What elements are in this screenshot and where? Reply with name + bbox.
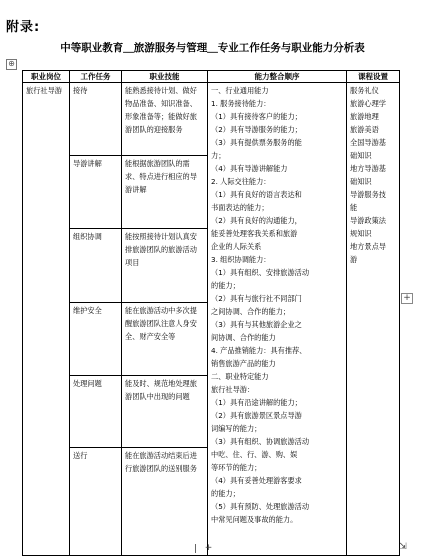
integration-line: （2）具有良好的沟通能力， (211, 216, 302, 225)
course-line: 服务礼仪 (350, 86, 379, 95)
skill-cell[interactable] (122, 229, 208, 303)
integration-line: （3）具有与其他旅游企业之 (211, 320, 302, 329)
integration-line: （1）具有组织、安排旅游活动 (211, 268, 310, 277)
appendix-label: 附录: (6, 20, 41, 35)
integration-line: 中常见问题及事故的能力。 (211, 515, 298, 524)
course-line: 游 (350, 255, 358, 264)
skill-cell[interactable] (122, 156, 208, 229)
course-line: 规知识 (350, 229, 372, 238)
integration-line: 一、行业通用能力 (211, 86, 269, 95)
task-text: 送行 (73, 451, 88, 460)
integration-cell[interactable] (208, 83, 347, 556)
header-skill: 职业技能 (122, 71, 208, 83)
integration-line: 力； (211, 151, 226, 160)
table-header-row (23, 71, 400, 83)
course-line: 地方导游基 (350, 164, 386, 173)
skill-line: 求、特点进行相应的导 (125, 172, 197, 181)
skill-line: 排旅游团队的旅游活动 (125, 245, 197, 254)
integration-line: （3）具有提供票务服务的能 (211, 138, 302, 147)
integration-line: 企业的人际关系 (211, 242, 262, 251)
task-cell[interactable] (70, 156, 122, 229)
task-cell[interactable] (70, 376, 122, 448)
task-text: 导游讲解 (73, 159, 102, 168)
table-resize-handle-icon[interactable]: ⇲ (399, 542, 407, 552)
integration-line: 等环节的能力； (211, 463, 262, 472)
task-cell[interactable] (70, 303, 122, 376)
integration-line: 之间协调、合作的能力； (211, 307, 291, 316)
course-line: 础知识 (350, 151, 372, 160)
course-line: 导游服务技 (350, 190, 386, 199)
skill-line: 能按照接待计划认真安 (125, 232, 197, 241)
table-row (23, 83, 400, 156)
integration-line: 销售旅游产品的能力 (211, 359, 276, 368)
integration-line: 书面表达的能力； (211, 203, 269, 212)
integration-line: （1）具有接待客户的能力； (211, 112, 302, 121)
task-cell[interactable] (70, 83, 122, 156)
skill-line: 能熟悉接待计划、做好 (125, 86, 197, 95)
header-task: 工作任务 (70, 71, 122, 83)
header-courses: 课程设置 (347, 71, 400, 83)
integration-line: （2）具有导游服务的能力； (211, 125, 302, 134)
table-move-handle-icon[interactable]: ⊕ (6, 59, 17, 70)
skill-cell[interactable] (122, 303, 208, 376)
skill-line: 行旅游团队的送别服务 (125, 464, 197, 473)
skill-cell[interactable] (122, 376, 208, 448)
task-text: 接待 (73, 86, 88, 95)
skill-line: 全、财产安全等 (125, 332, 176, 341)
analysis-table (22, 70, 400, 556)
course-line: 地方景点导 (350, 242, 386, 251)
add-row-plus-icon[interactable]: + (204, 543, 213, 553)
course-line: 旅游美语 (350, 125, 379, 134)
integration-line: 4. 产品推销能力：具有推荐、 (211, 346, 307, 355)
add-column-plus-icon[interactable]: + (401, 293, 413, 304)
integration-line: 中吃、住、行、游、购、娱 (211, 450, 298, 459)
integration-line: （3）具有组织、协调旅游活动 (211, 437, 310, 446)
integration-line: （1）具有沿途讲解的能力； (211, 398, 302, 407)
integration-line: （5）具有预防、处理旅游活动 (211, 502, 310, 511)
integration-line: （4）具有导游讲解能力 (211, 164, 288, 173)
header-position: 职业岗位 (23, 71, 70, 83)
skill-cell[interactable] (122, 83, 208, 156)
task-text: 维护安全 (73, 306, 102, 315)
skill-line: 游团队中出现的问题 (125, 392, 190, 401)
skill-line: 形象准备等；能做好旅 (125, 112, 197, 121)
course-line: 旅游地理 (350, 112, 379, 121)
course-line: 能 (350, 203, 358, 212)
integration-line: 旅行社导游： (211, 385, 255, 394)
task-cell[interactable] (70, 229, 122, 303)
integration-line: 3. 组织协调能力： (211, 255, 271, 264)
integration-line: 1. 服务接待能力： (211, 99, 271, 108)
skill-line: 能根据旅游团队的需 (125, 159, 190, 168)
integration-line: （2）具有旅游景区景点导游 (211, 411, 302, 420)
integration-line: 的能力； (211, 489, 240, 498)
skill-line: 游讲解 (125, 185, 147, 194)
skill-cell[interactable] (122, 448, 208, 556)
skill-line: 能及时、规范地处理旅 (125, 379, 197, 388)
integration-line: （4）具有妥善处理游客要求 (211, 476, 302, 485)
course-line: 全国导游基 (350, 138, 386, 147)
header-integration: 能力整合顺序 (208, 71, 347, 83)
skill-line: 能在旅游活动中多次提 (125, 306, 197, 315)
integration-line: 的能力； (211, 281, 240, 290)
skill-line: 项目 (125, 258, 140, 267)
integration-line: （2）具有与旅行社不同部门 (211, 294, 302, 303)
integration-line: 间协调、合作的能力 (211, 333, 276, 342)
skill-line: 醒旅游团队注意人身安 (125, 319, 197, 328)
task-text: 组织协调 (73, 232, 102, 241)
integration-line: 二、职业特定能力 (211, 372, 269, 381)
task-cell[interactable] (70, 448, 122, 556)
integration-line: 2. 人际交往能力： (211, 177, 271, 186)
position-cell[interactable] (23, 83, 70, 556)
skill-line: 能在旅游活动结束后进 (125, 451, 197, 460)
course-line: 旅游心理学 (350, 99, 386, 108)
courses-cell[interactable] (347, 83, 400, 556)
skill-line: 游团队的迎接服务 (125, 125, 183, 134)
course-line: 础知识 (350, 177, 372, 186)
skill-line: 物品准备、知识准备、 (125, 99, 197, 108)
document-title: 中等职业教育＿旅游服务与管理＿专业工作任务与职业能力分析表 (60, 42, 365, 54)
integration-line: 能妥善处理客我关系和旅游 (211, 229, 298, 238)
integration-line: 词编写的能力； (211, 424, 262, 433)
course-line: 导游政策法 (350, 216, 386, 225)
task-text: 处理问题 (73, 379, 102, 388)
position-text: 旅行社导游 (26, 86, 62, 95)
page-boundary-line (195, 544, 196, 553)
integration-line: （1）具有良好的语言表达和 (211, 190, 302, 199)
